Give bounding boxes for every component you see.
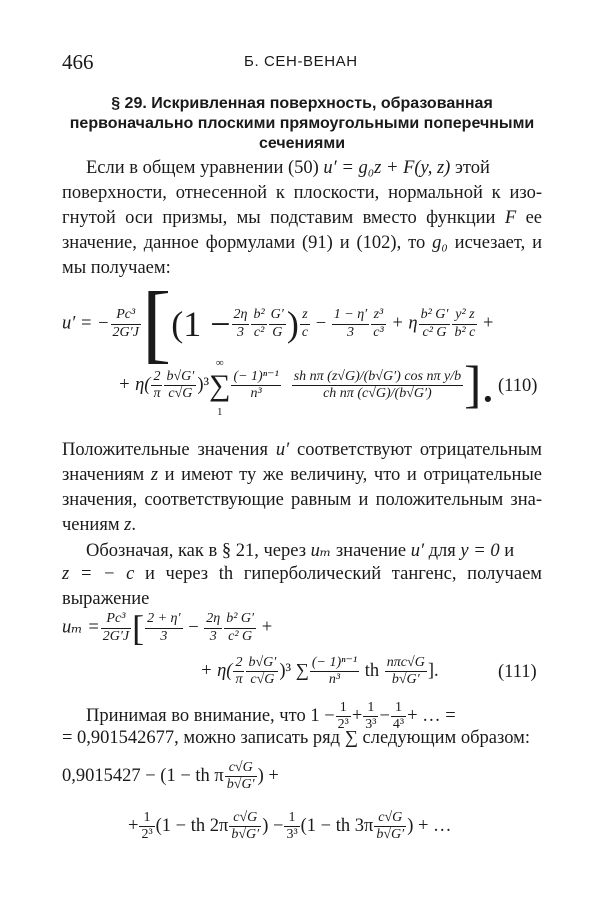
formula-inline: z	[124, 515, 132, 535]
term: ) −	[262, 815, 284, 836]
fraction: $\frac{\text{(− 1)ⁿ⁻¹}}{\text{n³}}$	[311, 655, 358, 688]
series-row1	[62, 760, 279, 793]
formula-inline: u′ = g₀z + F(y, z)	[323, 158, 451, 178]
equation-111-row1	[62, 610, 272, 646]
text-run: соответствуют отрицательным	[289, 440, 542, 460]
text-run: этой	[450, 158, 490, 178]
fraction: $\frac{\text{(− 1)ⁿ⁻¹}}{\text{n³}}$	[233, 368, 279, 401]
equation-111-row2	[200, 655, 439, 688]
fraction: $\frac{1}{\text{2³}}$	[141, 810, 153, 843]
fraction: $\frac{2\eta}{3}$	[206, 611, 221, 644]
bracket-right: ].	[427, 660, 439, 681]
term: + η	[386, 313, 418, 334]
paragraph-line	[62, 233, 542, 254]
fraction: $\frac{1}{\text{3³}}$	[286, 810, 298, 843]
paragraph-line	[62, 208, 542, 229]
fraction: $\frac{c√G}{b√G'}$	[376, 810, 405, 843]
text-run: и через th гиперболический тангенс, получаем	[134, 564, 542, 584]
term: −	[311, 313, 331, 334]
fraction: $\frac{1}{\text{4³}}$	[392, 700, 405, 733]
term: (1 − th 3π	[300, 815, 374, 836]
text-run: ее	[516, 208, 542, 228]
equation-number: (110)	[498, 376, 538, 396]
term: )³ ∑	[279, 660, 309, 681]
fraction: $\frac{1}{\text{2³}}$	[337, 700, 349, 733]
page-number: 466	[62, 50, 94, 74]
fraction: $\frac{1 - \eta'}{3}$	[333, 307, 368, 340]
formula-inline: z	[150, 465, 159, 485]
fraction: $\frac{\text{nπc√G}}{b√G'}$	[386, 655, 425, 688]
fraction: $\frac{\text{b² G′}}{\text{c² G}}$	[226, 611, 255, 644]
fraction: $\frac{2}{\pi}$	[235, 655, 243, 688]
fraction: $\frac{z}{c}$	[301, 307, 309, 340]
page-header	[62, 50, 542, 76]
term: 0,9015427 − (1 − th π	[62, 765, 224, 786]
formula-inline: z = − c	[62, 564, 135, 584]
section-title-line: первоначально плоскими прямоугольными поперечными	[69, 115, 535, 132]
section-title-line: сечениями	[258, 135, 346, 152]
text-run: исчезает, и	[447, 233, 542, 253]
text-run: Принимая во внимание, что 1 −	[86, 705, 335, 726]
fraction: $\frac{c√G}{b√G'}$	[231, 810, 260, 843]
term: (1 −	[171, 304, 231, 344]
term: + η(	[200, 660, 233, 681]
text-run: = 0,901542677, можно записать ряд	[62, 728, 345, 748]
paragraph-line	[62, 564, 542, 585]
sum-sign: ∞ ∑ 1	[209, 357, 231, 418]
fraction: $\frac{\text{Pc³}}{2G'J}$	[112, 307, 139, 340]
section-title	[62, 94, 542, 154]
term: + η(	[118, 374, 151, 395]
running-head: Б. СЕН-ВЕНАН	[244, 53, 358, 70]
term: ) +	[257, 765, 279, 786]
fraction: $\frac{b√G'}{c√G}$	[166, 368, 195, 401]
paragraph-line: поверхности, отнесенной к плоскости, нормальной к изо-	[62, 183, 542, 203]
paragraph-line: выражение	[62, 589, 150, 609]
section-title-line: § 29. Искривленная поверхность, образованная	[111, 95, 493, 112]
formula-inline: F	[504, 208, 517, 228]
formula-inline: u′	[410, 541, 425, 561]
fraction: $\frac{\text{y² z}}{\text{b² c}}$	[454, 307, 476, 340]
text-run: −	[379, 705, 390, 726]
fraction-big: $\frac{\text{sh nπ (z√G)/(b√G′) cos nπ y/b}}{\text{ch nπ (c√G)/(b√G′)}}$	[293, 368, 462, 401]
paragraph-line	[86, 540, 542, 562]
bracket-left: [	[132, 608, 145, 648]
text-run: и	[499, 541, 515, 561]
formula-inline: g₀	[432, 233, 448, 253]
text-run: чениям	[62, 515, 125, 535]
text-run: + … =	[407, 705, 456, 726]
formula-inline: uₘ	[310, 541, 332, 561]
term: )³	[197, 374, 210, 395]
term: −	[183, 617, 204, 638]
equation-lhs: uₘ =	[62, 617, 100, 638]
fraction: $\frac{\text{b² G′}}{\text{c² G}}$	[420, 307, 449, 340]
bracket-left: [	[141, 275, 172, 372]
text-run: гнутой оси призмы, мы подставим вместо функции	[62, 208, 505, 228]
term: +	[478, 313, 494, 334]
formula-inline: y = 0	[460, 541, 500, 561]
term: +	[257, 617, 273, 638]
paragraph-line: мы получаем:	[62, 258, 171, 278]
text-run: для	[424, 541, 461, 561]
text-run: Положительные значения	[62, 440, 276, 460]
series-row2	[128, 810, 452, 843]
term: )	[286, 304, 299, 344]
fraction: $\frac{\text{Pc³}}{2G'J}$	[102, 611, 130, 644]
paragraph-line	[62, 465, 542, 486]
fraction: $\frac{2 + \eta'}{3}$	[147, 611, 181, 644]
fraction: $\frac{\text{b²}}{\text{c²}}$	[253, 307, 265, 340]
fraction: $\frac{2\eta}{3}$	[233, 307, 248, 340]
text-run: значение, данное формулами (91) и (102), то	[62, 233, 433, 253]
text-run: Если в общем уравнении (50)	[86, 158, 324, 178]
fraction: $\frac{1}{\text{3³}}$	[365, 700, 377, 733]
fraction: $\frac{G'}{G}$	[270, 307, 284, 340]
bracket-right: ].	[464, 356, 495, 414]
text-run: Обозначая, как в § 21, через	[86, 541, 311, 561]
sum-symbol: ∑	[344, 728, 358, 748]
paragraph-line	[86, 158, 542, 179]
term: +	[128, 815, 139, 836]
text-run: +	[351, 705, 363, 726]
paragraph-line: значения, соответствующие равным и положительным зна-	[62, 490, 542, 510]
term: ) + …	[407, 815, 452, 836]
text-run: следующим образом:	[357, 728, 530, 748]
text-run: значение	[331, 541, 411, 561]
text-run: и имеют ту же величину, что и отрицательные	[158, 465, 542, 485]
text-run: .	[131, 515, 136, 535]
equation-110-row2	[118, 352, 494, 419]
term: th	[360, 660, 384, 681]
fraction: $\frac{b√G'}{c√G}$	[248, 655, 277, 688]
equation-number: (111)	[498, 662, 537, 682]
paragraph-line	[62, 728, 530, 749]
fraction: $\frac{c√G}{b√G'}$	[226, 760, 255, 793]
term: (1 − th 2π	[155, 815, 229, 836]
paragraph-line	[62, 440, 542, 461]
equation-lhs: u′ = −	[62, 313, 110, 334]
paragraph-line	[62, 515, 136, 536]
text-run: значениям	[62, 465, 151, 485]
formula-inline: u′	[275, 440, 290, 460]
fraction: $\frac{2}{\pi}$	[153, 368, 161, 401]
fraction: $\frac{\text{z³}}{\text{c³}}$	[373, 307, 384, 340]
